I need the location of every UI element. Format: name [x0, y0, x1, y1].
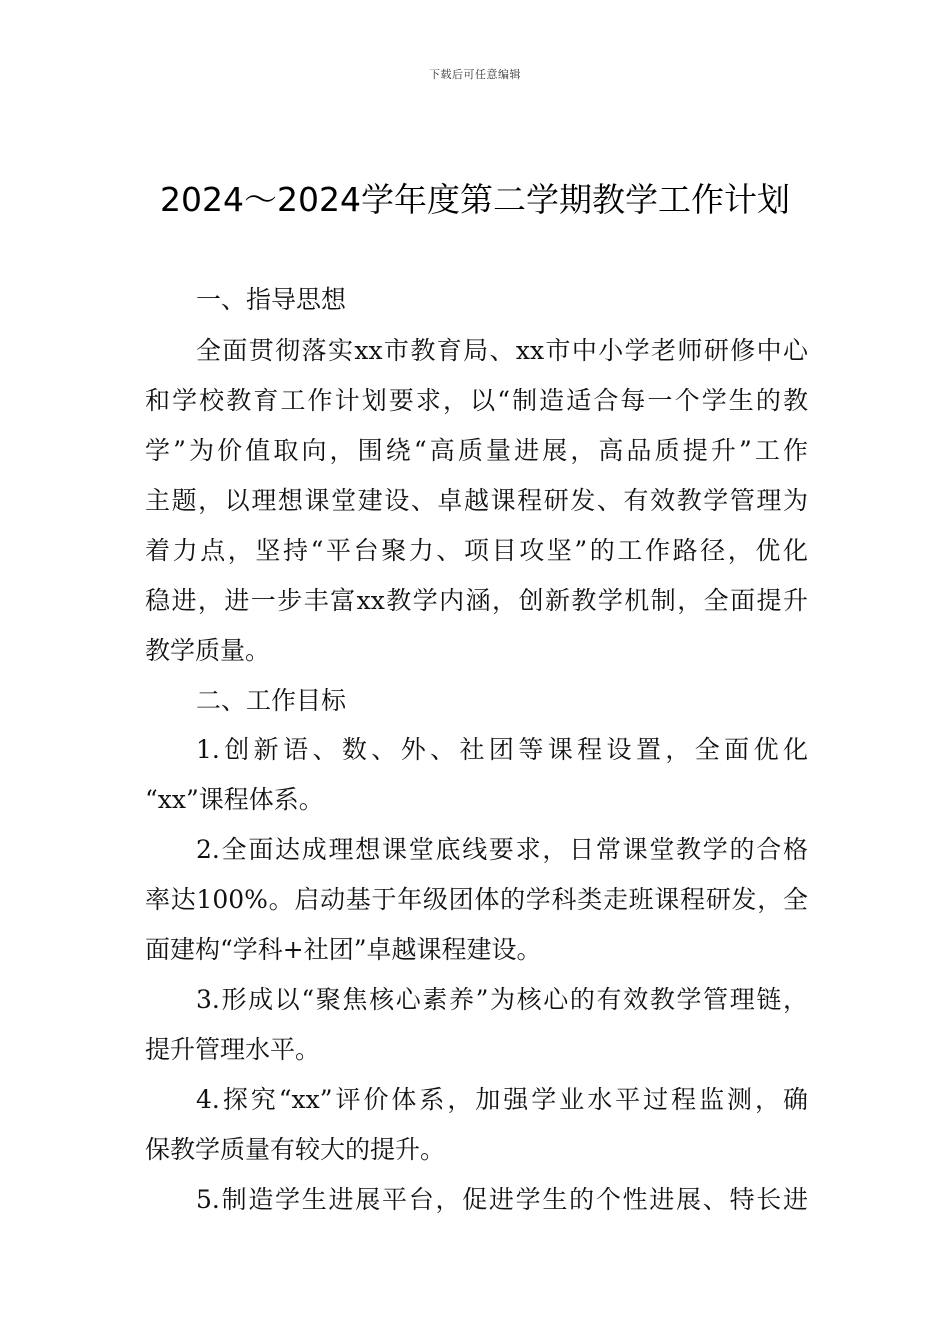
- section-heading-work-goals: 二、工作目标: [196, 686, 347, 715]
- header-note: 下载后可任意编辑: [429, 68, 521, 81]
- goal-item-line: 2.全面达成理想课堂底线要求，日常课堂教学的合格: [196, 835, 808, 864]
- paragraph-line: 主题，以理想课堂建设、卓越课程研发、有效教学管理为: [145, 486, 808, 515]
- paragraph-line: 学”为价值取向，围绕“高质量进展，高品质提升”工作: [145, 436, 808, 465]
- document-title: 2024～2024学年度第二学期教学工作计划: [160, 180, 790, 219]
- goal-item-line: 3.形成以“聚焦核心素养”为核心的有效教学管理链，: [196, 985, 808, 1014]
- goal-item-line: 1.创新语、数、外、社团等课程设置，全面优化: [196, 735, 808, 764]
- paragraph-line: 教学质量。: [145, 636, 271, 665]
- paragraph-line: 稳进，进一步丰富xx教学内涵，创新教学机制，全面提升: [145, 586, 808, 615]
- goal-item-line: 保教学质量有较大的提升。: [145, 1135, 446, 1164]
- paragraph-line: 和学校教育工作计划要求，以“制造适合每一个学生的教: [145, 386, 808, 415]
- goal-item-line: 5.制造学生进展平台，促进学生的个性进展、特长进: [196, 1185, 808, 1214]
- goal-item-line: 4.探究“xx”评价体系，加强学业水平过程监测，确: [196, 1085, 808, 1114]
- goal-item-line: 率达100%。启动基于年级团体的学科类走班课程研发，全: [145, 885, 808, 914]
- section-heading-guiding-ideology: 一、指导思想: [196, 285, 347, 314]
- goal-item-line: 面建构“学科+社团”卓越课程建设。: [145, 935, 542, 964]
- paragraph-line: 全面贯彻落实xx市教育局、xx市中小学老师研修中心: [196, 336, 808, 365]
- goal-item-line: “xx”课程体系。: [145, 785, 324, 814]
- goal-item-line: 提升管理水平。: [145, 1035, 321, 1064]
- paragraph-line: 着力点，坚持“平台聚力、项目攻坚”的工作路径，优化: [145, 536, 808, 565]
